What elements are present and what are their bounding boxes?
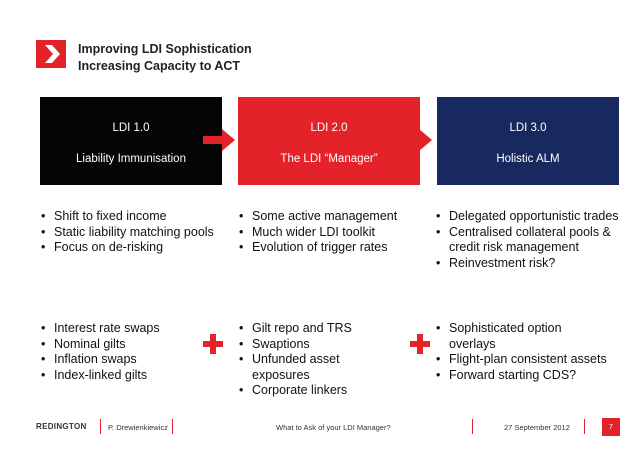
list-item: • Interest rate swaps	[40, 321, 200, 337]
list-item: • Corporate linkers	[238, 383, 398, 399]
list-item: • Index-linked gilts	[40, 368, 200, 384]
upper-bullets-ldi-2	[238, 209, 428, 256]
right-arrow-icon	[400, 129, 432, 151]
footer-divider	[584, 419, 585, 434]
stage-name: LDI 3.0	[509, 122, 547, 134]
stage-name: LDI 2.0	[310, 122, 348, 134]
list-item: • Unfunded asset exposures	[238, 352, 398, 383]
list-item: • Swaptions	[238, 337, 398, 353]
lower-bullets-ldi-2	[238, 321, 398, 399]
footer-divider	[172, 419, 173, 434]
lower-bullets-ldi-1	[40, 321, 200, 383]
list-item: • Evolution of trigger rates	[238, 240, 428, 256]
list-item: • Flight-plan consistent assets	[435, 352, 611, 368]
footer-divider	[472, 419, 473, 434]
stage-subtitle: Liability Immunisation	[76, 153, 186, 165]
list-item: • Reinvestment risk?	[435, 256, 633, 272]
stage-subtitle: The LDI “Manager”	[280, 153, 378, 165]
footer-document-title: What to Ask of your LDI Manager?	[276, 423, 391, 432]
chevron-logo-icon	[36, 40, 66, 68]
list-item: • Sophisticated option overlays	[435, 321, 611, 352]
plus-icon	[203, 334, 223, 354]
list-item: • Shift to fixed income	[40, 209, 216, 225]
plus-icon	[410, 334, 430, 354]
stage-box-ldi-3	[437, 97, 619, 185]
slide-footer	[36, 417, 620, 437]
right-arrow-icon	[203, 129, 235, 151]
list-item: • Gilt repo and TRS	[238, 321, 398, 337]
subtitle-line-2: Increasing Capacity to ACT	[78, 59, 241, 73]
lower-bullets-ldi-3	[435, 321, 611, 383]
stage-subtitle: Holistic ALM	[496, 153, 560, 165]
footer-divider	[100, 419, 101, 434]
list-item: • Focus on de-risking	[40, 240, 216, 256]
list-item: • Inflation swaps	[40, 352, 200, 368]
slide-title	[78, 41, 252, 75]
stage-box-ldi-1	[40, 97, 222, 185]
footer-author: P. Drewienkiewicz	[108, 423, 168, 432]
stage-name: LDI 1.0	[112, 122, 150, 134]
stage-box-ldi-2	[238, 97, 420, 185]
brand-logo: REDINGTON	[36, 422, 87, 431]
list-item: • Much wider LDI toolkit	[238, 225, 428, 241]
list-item: • Some active management	[238, 209, 428, 225]
footer-date: 27 September 2012	[504, 423, 570, 432]
list-item: • Nominal gilts	[40, 337, 200, 353]
list-item: • Forward starting CDS?	[435, 368, 611, 384]
title-line-1: Improving LDI Sophistication	[78, 42, 252, 56]
list-item: • Centralised collateral pools & credit risk management	[435, 225, 633, 256]
upper-bullets-ldi-3	[435, 209, 633, 271]
upper-bullets-ldi-1	[40, 209, 216, 256]
page-number: 7	[602, 418, 620, 436]
list-item: • Static liability matching pools	[40, 225, 216, 241]
list-item: • Delegated opportunistic trades	[435, 209, 633, 225]
